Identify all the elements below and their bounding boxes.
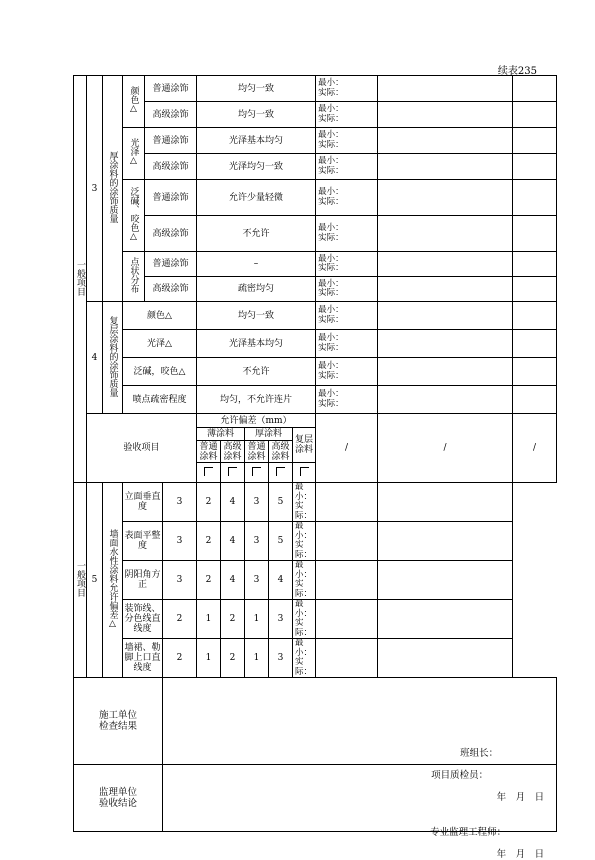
min-actual-cell[interactable]: 最小： 实际：	[316, 76, 378, 102]
allowed-deviation-label: 允许偏差（mm）	[197, 414, 316, 428]
grade-cell: 普通涂饰	[145, 76, 197, 102]
requirement-cell: 均匀，不允许连片	[197, 386, 316, 414]
group-dot-distribution: 点状分布	[123, 252, 145, 302]
record-cell[interactable]	[378, 216, 513, 252]
grade-cell: 高级涂饰	[145, 154, 197, 180]
section-4-title: 复层涂料的涂饰质量	[103, 302, 123, 414]
value-cell: 1	[197, 600, 221, 639]
section-5-title: 墙面水性涂料允许偏差△	[103, 483, 123, 678]
supervision-unit-label: 监理单位验收结论	[74, 765, 163, 832]
value-cell: 5	[269, 522, 293, 561]
value-cell: 2	[197, 522, 221, 561]
requirement-cell: 不允许	[197, 216, 316, 252]
min-actual-cell[interactable]: 最小： 实际：	[293, 561, 316, 600]
result-cell[interactable]	[513, 358, 557, 386]
grade-cell: 普通涂饰	[145, 128, 197, 154]
checkbox[interactable]	[245, 463, 269, 483]
value-cell: 2	[221, 639, 245, 678]
result-cell[interactable]	[513, 102, 557, 128]
value-cell: 2	[197, 483, 221, 522]
checkbox[interactable]	[293, 463, 316, 483]
result-cell[interactable]	[513, 386, 557, 414]
record-cell[interactable]	[378, 102, 513, 128]
slash-cell: /	[316, 414, 378, 483]
value-cell: 4	[221, 561, 245, 600]
value-cell: 2	[163, 600, 197, 639]
group-efflorescence: 泛碱、咬色△	[123, 180, 145, 252]
requirement-cell: 疏密均匀	[197, 277, 316, 302]
grade-cell: 高级涂饰	[145, 216, 197, 252]
requirement-cell: 均匀一致	[197, 102, 316, 128]
min-actual-cell[interactable]: 最小： 实际：	[316, 102, 378, 128]
value-cell: 1	[245, 600, 269, 639]
checkbox[interactable]	[221, 463, 245, 483]
record-cell[interactable]	[378, 386, 513, 414]
min-actual-cell[interactable]: 最小： 实际：	[316, 386, 378, 414]
supervising-engineer-label: 专业监理工程师：	[430, 827, 507, 838]
col-header: 复层涂料	[293, 428, 316, 463]
value-cell: 3	[269, 639, 293, 678]
record-cell[interactable]	[378, 330, 513, 358]
record-cell[interactable]	[316, 561, 378, 600]
value-cell: 4	[269, 561, 293, 600]
thick-coating-label: 厚涂料	[245, 428, 293, 441]
group-gloss: 光泽△	[123, 128, 145, 180]
min-actual-cell[interactable]: 最小： 实际：	[316, 330, 378, 358]
result-cell[interactable]	[513, 76, 557, 102]
min-actual-cell[interactable]: 最小： 实际：	[293, 522, 316, 561]
thin-coating-label: 薄涂料	[197, 428, 245, 441]
value-cell: 3	[163, 522, 197, 561]
record-cell[interactable]	[378, 302, 513, 330]
team-leader-label: 班组长：	[460, 748, 499, 759]
col-header: 高级涂料	[221, 441, 245, 463]
continued-label: 续表235	[497, 66, 537, 77]
value-cell: 4	[221, 483, 245, 522]
section-3-title: 厚涂料的涂饰质量	[103, 76, 123, 302]
record-cell[interactable]	[378, 277, 513, 302]
value-cell: 2	[163, 639, 197, 678]
acceptance-item-label: 验收项目	[87, 414, 197, 483]
checkbox[interactable]	[269, 463, 293, 483]
result-cell[interactable]	[378, 600, 513, 639]
item-cell: 墙裙、勒脚上口直线度	[123, 639, 163, 678]
record-cell[interactable]	[378, 252, 513, 277]
grade-cell: 高级涂饰	[145, 102, 197, 128]
supervision-date: 年 月 日	[496, 849, 545, 860]
value-cell: 1	[245, 639, 269, 678]
item-cell: 装饰线、分色线直线度	[123, 600, 163, 639]
quality-inspector-label: 项目质检员：	[431, 770, 489, 781]
col-header: 高级涂料	[269, 441, 293, 463]
result-cell[interactable]	[378, 639, 513, 678]
min-actual-cell[interactable]: 最小： 实际：	[293, 483, 316, 522]
min-actual-cell[interactable]: 最小： 实际：	[316, 358, 378, 386]
requirement-cell: 不允许	[197, 358, 316, 386]
result-cell[interactable]	[513, 216, 557, 252]
checkbox[interactable]	[197, 463, 221, 483]
group-color: 颜色△	[123, 76, 145, 128]
value-cell: 5	[269, 483, 293, 522]
grade-cell: 高级涂饰	[145, 277, 197, 302]
inspection-table	[73, 75, 557, 860]
result-cell[interactable]	[378, 522, 513, 561]
item-cell: 颜色△	[123, 302, 197, 330]
result-cell[interactable]	[513, 154, 557, 180]
record-cell[interactable]	[316, 600, 378, 639]
value-cell: 4	[221, 522, 245, 561]
section-5-no: 5	[87, 483, 103, 678]
col-header: 普通涂料	[197, 441, 221, 463]
result-cell[interactable]	[378, 483, 513, 522]
min-actual-cell[interactable]: 最小： 实际：	[316, 128, 378, 154]
requirement-cell: 光泽基本均匀	[197, 128, 316, 154]
result-cell[interactable]	[513, 277, 557, 302]
record-cell[interactable]	[378, 128, 513, 154]
result-cell[interactable]	[513, 302, 557, 330]
grade-cell: 普通涂饰	[145, 180, 197, 216]
item-cell: 光泽△	[123, 330, 197, 358]
value-cell: 3	[163, 561, 197, 600]
slash-cell: /	[513, 414, 557, 483]
record-cell[interactable]	[378, 154, 513, 180]
item-cell: 喷点疏密程度	[123, 386, 197, 414]
min-actual-cell[interactable]: 最小： 实际：	[293, 639, 316, 678]
value-cell: 2	[221, 600, 245, 639]
record-cell[interactable]	[378, 180, 513, 216]
result-cell[interactable]	[513, 128, 557, 154]
requirement-cell: –	[197, 252, 316, 277]
general-items-cell-2: 一般项目	[74, 483, 87, 678]
construction-date: 年 月 日	[496, 792, 545, 803]
item-cell: 阴阳角方正	[123, 561, 163, 600]
section-3-no: 3	[87, 76, 103, 302]
slash-cell: /	[378, 414, 513, 483]
requirement-cell: 均匀一致	[197, 302, 316, 330]
min-actual-cell[interactable]: 最小： 实际：	[293, 600, 316, 639]
record-cell[interactable]	[378, 76, 513, 102]
value-cell: 3	[163, 483, 197, 522]
result-cell[interactable]	[513, 330, 557, 358]
min-actual-cell[interactable]: 最小： 实际：	[316, 252, 378, 277]
value-cell: 1	[197, 639, 221, 678]
min-actual-cell[interactable]: 最小： 实际：	[316, 277, 378, 302]
value-cell: 3	[245, 483, 269, 522]
min-actual-cell[interactable]: 最小： 实际：	[316, 180, 378, 216]
record-cell[interactable]	[378, 358, 513, 386]
item-cell: 表面平整度	[123, 522, 163, 561]
col-header: 普通涂料	[245, 441, 269, 463]
item-cell: 泛碱，咬色△	[123, 358, 197, 386]
value-cell: 3	[245, 561, 269, 600]
record-cell[interactable]	[316, 483, 378, 522]
requirement-cell: 允许少量轻微	[197, 180, 316, 216]
result-cell[interactable]	[513, 180, 557, 216]
record-cell[interactable]	[316, 639, 378, 678]
grade-cell: 普通涂饰	[145, 252, 197, 277]
min-actual-cell[interactable]: 最小： 实际：	[316, 216, 378, 252]
construction-result-area[interactable]	[163, 678, 557, 803]
value-cell: 3	[245, 522, 269, 561]
min-actual-cell[interactable]: 最小： 实际：	[316, 302, 378, 330]
requirement-cell: 均匀一致	[197, 76, 316, 102]
construction-unit-label: 施工单位检查结果	[74, 678, 163, 765]
requirement-cell: 光泽均匀一致	[197, 154, 316, 180]
result-cell[interactable]	[513, 252, 557, 277]
min-actual-cell[interactable]: 最小： 实际：	[316, 154, 378, 180]
general-items-cell: 一般项目	[74, 76, 87, 483]
value-cell: 2	[197, 561, 221, 600]
result-cell[interactable]	[378, 561, 513, 600]
value-cell: 3	[269, 600, 293, 639]
requirement-cell: 光泽基本均匀	[197, 330, 316, 358]
item-cell: 立面垂直度	[123, 483, 163, 522]
record-cell[interactable]	[316, 522, 378, 561]
section-4-no: 4	[87, 302, 103, 414]
